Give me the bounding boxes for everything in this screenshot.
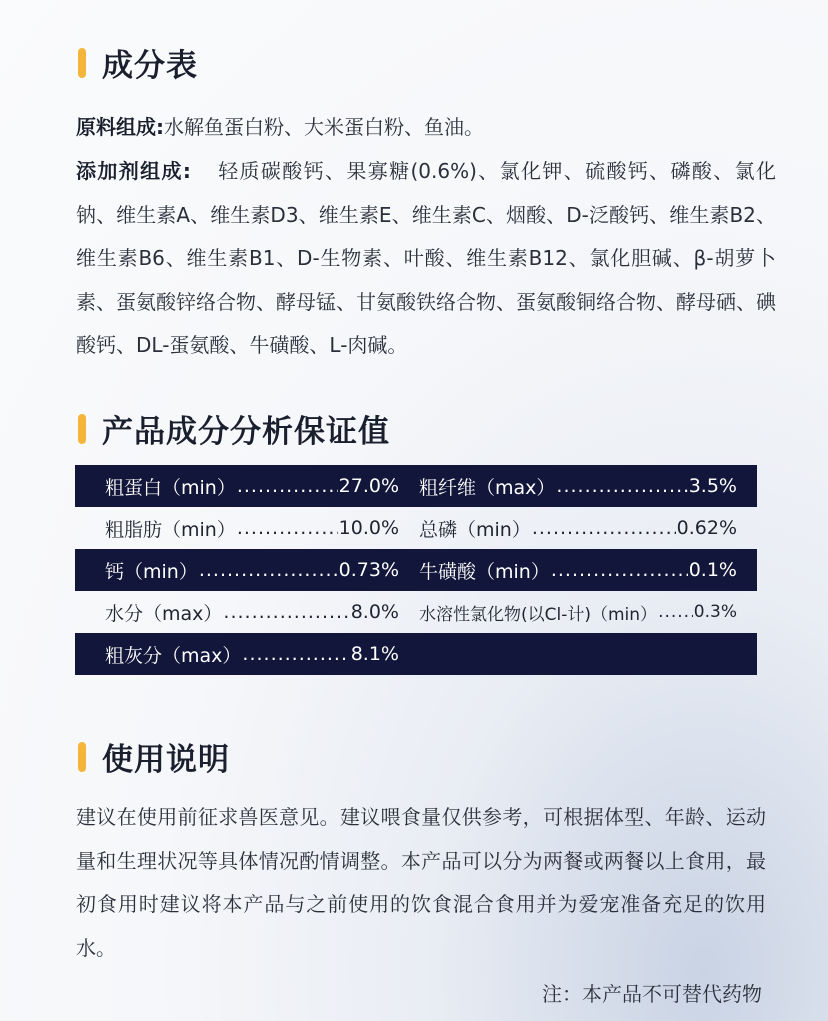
leader-dots	[199, 559, 338, 581]
nutrient-value: 0.62%	[676, 517, 737, 539]
leader-dots	[237, 517, 338, 539]
heading-accent-bar	[78, 48, 86, 78]
table-cell	[75, 515, 399, 542]
nutrient-value: 0.3%	[693, 602, 737, 622]
analysis-heading	[78, 406, 390, 451]
table-cell	[75, 599, 399, 626]
nutrient-label: 总磷（min）	[419, 518, 531, 541]
nutrient-label: 粗灰分（max）	[105, 644, 242, 667]
nutrient-value: 3.5%	[688, 475, 737, 497]
usage-paragraph: 建议在使用前征求兽医意见。建议喂食量仅供参考，可根据体型、年龄、运动量和生理状况等具体情况酌情调整。本产品可以分为两餐或两餐以上食用，最初食用时建议将本产品与之前使用的饮食混合食用并为爱宠准备充足的饮用水。	[76, 805, 766, 960]
ingredients-heading	[78, 40, 198, 85]
table-cell	[399, 600, 737, 625]
heading-accent-bar	[78, 742, 86, 772]
table-cell	[75, 641, 399, 668]
nutrient-label: 粗纤维（max）	[419, 476, 556, 499]
nutrient-value: 10.0%	[338, 517, 399, 539]
nutrient-value: 8.1%	[350, 643, 399, 665]
nutrient-label: 水溶性氯化物(以Cl-计)（min）	[419, 604, 658, 625]
usage-heading	[78, 734, 230, 779]
table-cell	[75, 473, 399, 500]
leader-dots	[242, 643, 349, 665]
nutrient-value: 8.0%	[350, 601, 399, 623]
nutrient-label: 粗蛋白（min）	[105, 476, 236, 499]
nutrient-label: 粗脂肪（min）	[105, 518, 236, 541]
additives-label: 添加剂组成:	[76, 159, 191, 183]
nutrient-value: 27.0%	[338, 475, 399, 497]
heading-accent-bar	[78, 414, 86, 444]
additives-text: 轻质碳酸钙、果寡糖(0.6%)、氯化钾、硫酸钙、磷酸、氯化钠、维生素A、维生素D3、维生素E、维生素C、烟酸、D-泛酸钙、维生素B2、维生素B6、维生素B1、D-生物素、叶酸、维生素B12、氯化胆碱、β-胡萝卜素、蛋氨酸锌络合物、酵母锰、甘氨酸铁络合物、蛋氨酸铜络合物、酵母硒、碘酸钙、DL-蛋氨酸、牛磺酸、L-肉碱。	[76, 159, 776, 357]
table-row	[75, 591, 757, 633]
nutrient-label: 水分（max）	[105, 602, 223, 625]
nutrient-value: 0.1%	[688, 559, 737, 581]
raw-materials-paragraph	[76, 108, 766, 146]
raw-materials-text: 水解鱼蛋白粉、大米蛋白粉、鱼油。	[164, 115, 484, 139]
nutrient-label: 牛磺酸（min）	[419, 560, 550, 583]
table-row	[75, 465, 757, 507]
guaranteed-analysis-table	[75, 465, 757, 675]
raw-materials-label: 原料组成:	[76, 115, 164, 139]
analysis-title: 产品成分分析保证值	[102, 414, 390, 450]
leader-dots	[223, 601, 349, 623]
table-row	[75, 507, 757, 549]
leader-dots	[556, 475, 687, 497]
table-cell	[399, 515, 737, 542]
table-row	[75, 549, 757, 591]
leader-dots	[551, 559, 688, 581]
leader-dots	[532, 517, 676, 539]
nutrient-value: 0.73%	[338, 559, 399, 581]
table-cell	[75, 557, 399, 584]
nutrient-label: 钙（min）	[105, 560, 198, 583]
ingredients-title: 成分表	[102, 48, 198, 84]
usage-title: 使用说明	[102, 742, 230, 778]
table-cell	[399, 557, 737, 584]
leader-dots	[658, 602, 693, 622]
disclaimer-note: 注：本产品不可替代药物	[542, 982, 762, 1006]
leader-dots	[237, 475, 338, 497]
table-row	[75, 633, 757, 675]
additives-paragraph	[76, 150, 776, 368]
table-cell	[399, 473, 737, 500]
